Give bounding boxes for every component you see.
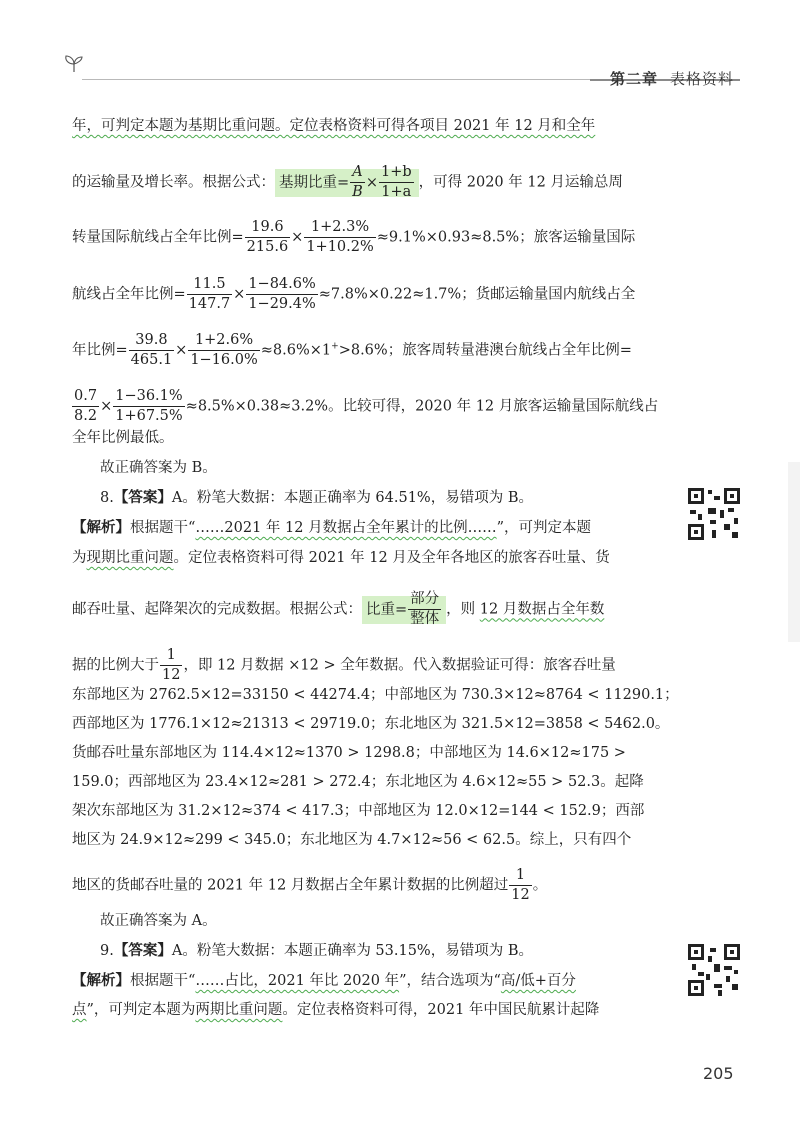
formula-highlight: 比重= $\frac{\text{部分}}{\text{整体}}$: [362, 596, 446, 624]
text-line: [72, 163, 668, 202]
text-line: $\frac{0.7}{8.2}$ × $\frac{1-36.1\%}{1+67.5\%}$ ≈8.5%×0.38≈3.2%。比较可得，2020 年 12 月旅客运输量国际航线占: [74, 388, 659, 424]
chapter-label: 第二章: [610, 70, 659, 88]
answer-line: 故正确答案为 A。: [100, 913, 217, 929]
text-line: 货邮吞吐量东部地区为 114.4×12≈1370 > 1298.8；中部地区为 14.6×12≈175 >: [72, 745, 626, 761]
fraction: $\frac{1}{12}$: [511, 867, 530, 903]
text-line: 地区为 24.9×12≈299 < 345.0；东北地区为 4.7×12≈56 < 62.5。综上，只有四个: [72, 832, 632, 848]
answer-tag: 【答案】: [113, 942, 172, 959]
text-line: 点”，可判定本题为两期比重问题。定位表格资料可得，2021 年中国民航累计起降: [72, 1002, 600, 1018]
text-line: 转量国际航线占全年比例= $\frac{19.6}{215.6}$ × $\frac{1+2.3\%}{1+10.2\%}$ ≈9.1%×0.93≈8.5%；旅客运输量国际: [72, 219, 636, 255]
text-segment: ，可得 2020 年 12 月运输总周: [418, 174, 623, 191]
fraction: $\frac{1-84.6\%}{1-29.4\%}$: [248, 276, 316, 312]
analysis-tag: 【解析】: [72, 519, 130, 536]
analysis-tag: 【解析】: [72, 972, 130, 989]
text-line: 为现期比重问题。定位表格资料可得 2021 年 12 月及全年各地区的旅客吞吐量、货: [72, 550, 610, 566]
leaf-icon: [62, 52, 86, 74]
header-rule: [82, 79, 590, 80]
text-line: 东部地区为 2762.5×12=33150 < 44274.4；中部地区为 730.3×12≈8764 < 11290.1；: [72, 687, 679, 703]
text-segment: 年，可判定本题为基期比重问题。定位表格资料可得各项目 2021 年 12 月和全年: [72, 118, 596, 134]
chapter-title: 表格资料: [670, 70, 735, 88]
fraction: $\frac{A}{B}$: [352, 164, 363, 200]
text-line: 邮吞吐量、起降架次的完成数据。根据公式： 比重= $\frac{\text{部分}}{\text{整体}}$ ，则 12 月数据占全年数: [72, 591, 605, 627]
fraction: $\frac{1+2.6\%}{1-16.0\%}$: [190, 332, 258, 368]
text-line: 159.0；西部地区为 23.4×12≈281 > 272.4；东北地区为 4.6×12≈55 > 52.3。起降: [72, 774, 644, 790]
text-line: 地区的货邮吞吐量的 2021 年 12 月数据占全年累计数据的比例超过 $\frac{1}{12}$ 。: [72, 867, 548, 903]
text-line: [72, 116, 668, 136]
fraction: $\frac{1}{12}$: [162, 647, 181, 683]
page-edge-tab: [788, 462, 800, 642]
text-line: 年比例= $\frac{39.8}{465.1}$ × $\frac{1+2.6\%}{1-16.0\%}$ ≈8.6%×1+>8.6%；旅客周转量港澳台航线占全年比例=: [72, 332, 632, 368]
qr-code-icon[interactable]: [686, 486, 742, 542]
answer-tag: 【答案】: [113, 489, 172, 506]
fraction: $\frac{\text{部分}}{\text{整体}}$: [410, 591, 440, 627]
text-line: 架次东部地区为 31.2×12≈374 < 417.3；中部地区为 12.0×12=144 < 152.9；西部: [72, 803, 645, 819]
text-line: 【解析】根据题干“……2021 年 12 月数据占全年累计的比例……”，可判定本题: [72, 519, 592, 536]
question-9-answer: 9.【答案】A。粉笔大数据：本题正确率为 53.15%，易错项为 B。: [100, 942, 533, 959]
qr-code-icon[interactable]: [686, 942, 742, 998]
text-line: 全年比例最低。: [72, 430, 174, 446]
fraction: $\frac{1+2.3\%}{1+10.2\%}$: [306, 219, 374, 255]
text-line: 航线占全年比例= $\frac{11.5}{147.7}$ × $\frac{1-84.6\%}{1-29.4\%}$ ≈7.8%×0.22≈1.7%；货邮运输量国内航线占全: [72, 276, 636, 312]
text-line: 据的比例大于 $\frac{1}{12}$ ，即 12 月数据 ×12 > 全年数据。代入数据验证可得：旅客吞吐量: [72, 647, 616, 683]
fraction: $\frac{11.5}{147.7}$: [188, 276, 231, 312]
page-number: 205: [703, 1064, 734, 1083]
fraction: $\frac{19.6}{215.6}$: [246, 219, 289, 255]
formula-highlight: 基期比重= $\frac{A}{B}$ × $\frac{1+b}{1+a}$: [275, 169, 419, 197]
text-line: 【解析】根据题干“……占比，2021 年比 2020 年”，结合选项为“高/低+百分: [72, 972, 576, 989]
text-line: 西部地区为 1776.1×12≈21313 < 29719.0；东北地区为 321.5×12=3858 < 5462.0。: [72, 716, 670, 732]
text-segment: 的运输量及增长率。根据公式：: [72, 174, 275, 191]
question-8-answer: 8.【答案】A。粉笔大数据：本题正确率为 64.51%，易错项为 B。: [100, 489, 533, 506]
formula-label: 基期比重=: [279, 174, 350, 191]
fraction: $\frac{1+b}{1+a}$: [380, 164, 412, 200]
answer-line: 故正确答案为 B。: [100, 460, 217, 476]
fraction: $\frac{39.8}{465.1}$: [130, 332, 173, 368]
fraction: $\frac{1-36.1\%}{1+67.5\%}$: [115, 388, 183, 424]
fraction: $\frac{0.7}{8.2}$: [74, 388, 98, 424]
